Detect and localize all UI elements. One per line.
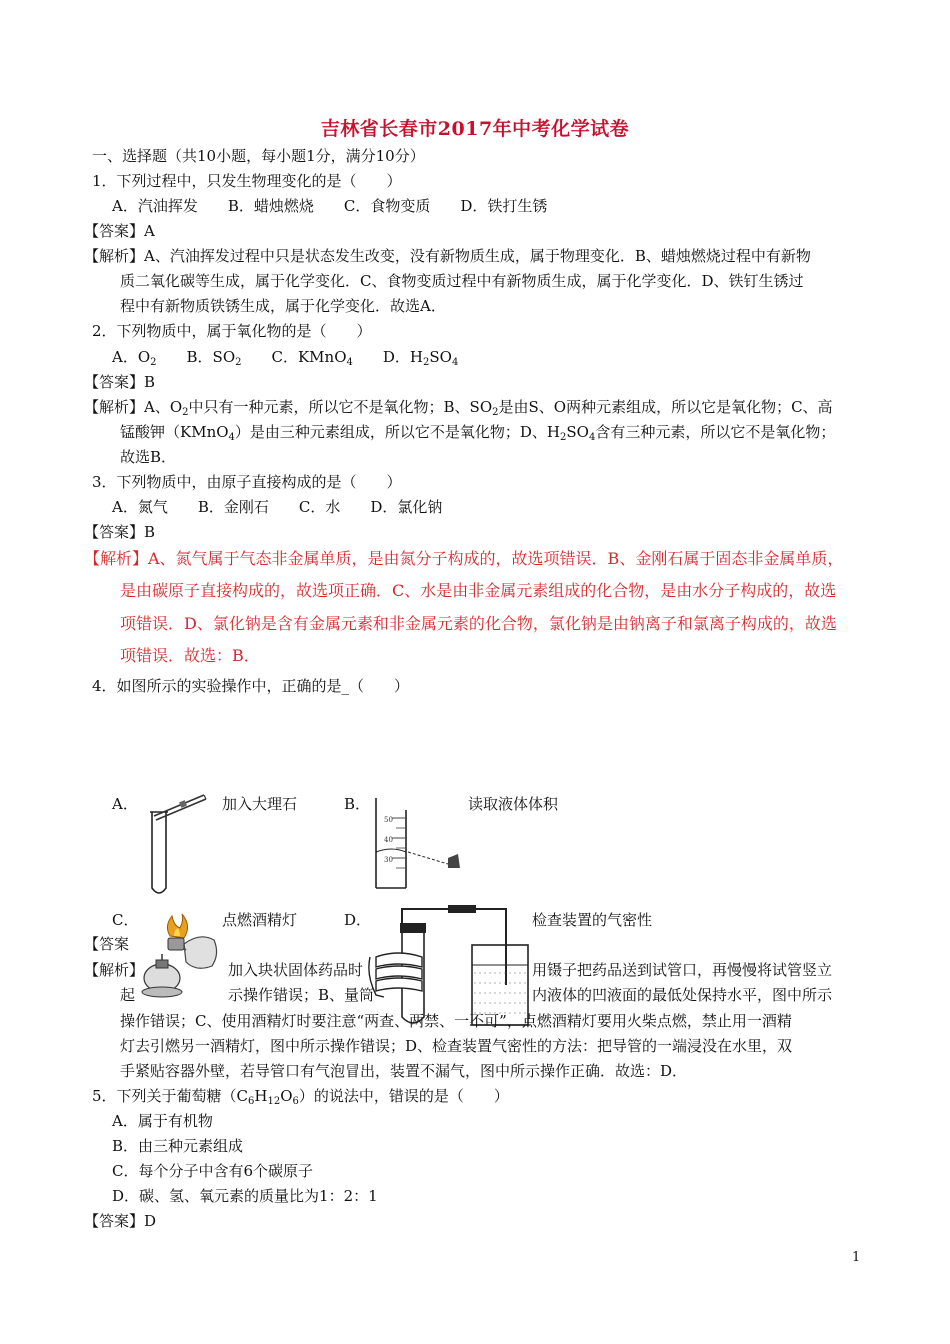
fig-b-letter: B． — [344, 795, 371, 813]
q2-options: A．$O_2$ B．$SO_2$ C．KMnO$_4$ D．$H_2SO_4$ — [112, 348, 459, 368]
alcohol-lamp-illustration — [140, 910, 222, 1002]
fig-a-letter: A． — [112, 795, 138, 813]
q5-option-d: D．碳、氢、氧元素的质量比为1：2：1 — [112, 1187, 378, 1205]
q4-analysis-line-2b: 示操作错误；B、量筒 — [228, 986, 375, 1004]
q1-analysis-line-2: 质二氧化碳等生成，属于化学变化．C、食物变质过程中有新物质生成，属于化学变化．D、铁钉生锈过 — [120, 272, 804, 290]
q1-analysis-line-3: 程中有新物质铁锈生成，属于化学变化．故选A． — [120, 297, 446, 315]
page-title: 吉林省长春市2017年中考化学试卷 — [320, 118, 630, 140]
graduated-cylinder-illustration — [362, 796, 472, 896]
q2-answer: 【答案】B — [84, 373, 156, 391]
q5-option-a: A．属于有机物 — [112, 1112, 213, 1130]
q5-stem: 5．下列关于葡萄糖$(C_6H_{12}O_6)$的说法中，错误的是（ ） — [92, 1087, 509, 1107]
q3-options: A．氮气 B．金刚石 C．水 D．氯化钠 — [112, 498, 443, 516]
q1-options: A．汽油挥发 B．蜡烛燃烧 C．食物变质 D．铁打生锈 — [112, 197, 548, 215]
q1-analysis-line-1: 【解析】A、汽油挥发过程中只是状态发生改变，没有新物质生成，属于物理变化．B、蜡烛燃烧过程中有新物 — [84, 247, 811, 265]
test-tube-tongs-illustration — [142, 790, 217, 900]
q1-stem: 1．下列过程中，只发生物理变化的是（ ） — [92, 172, 402, 190]
q4-analysis-line-3: 操作错误；C、使用酒精灯时要注意“两查、两禁、一不可”，点燃酒精灯要用火柴点燃，禁止用一酒精 — [120, 1012, 792, 1030]
page-number: 1 — [852, 1250, 861, 1265]
q5-option-b: B．由三种元素组成 — [112, 1137, 244, 1155]
q2-stem: 2．下列物质中，属于氧化物的是（ ） — [92, 322, 372, 340]
q4-analysis-line-1a: 【解析】 — [84, 961, 145, 979]
q2-analysis-line-3: 故选B． — [120, 448, 177, 466]
fig-a-caption: 加入大理石 — [222, 795, 298, 813]
q2-analysis-line-2: 锰酸钾（KMnO$_4$）是由三种元素组成，所以它不是氧化物；D、$H_2SO_4$含有三种元素，所以它不是氧化物； — [120, 423, 836, 443]
q3-stem: 3．下列物质中，由原子直接构成的是（ ） — [92, 473, 402, 491]
fig-c-letter: C． — [112, 911, 139, 929]
q1-answer: 【答案】A — [84, 222, 155, 240]
q3-analysis-line-3: 项错误．D、氯化钠是含有金属元素和非金属元素的化合物，氯化钠是由钠离子和氯离子构成的，故选 — [120, 614, 837, 633]
q5-option-c: C．每个分子中含有6个碳原子 — [112, 1162, 314, 1180]
scale-label-30: 30 — [384, 856, 393, 864]
scale-label-50: 50 — [384, 816, 393, 824]
q4-analysis-line-2a: 起 — [120, 986, 136, 1004]
q2-analysis-line-1: 【解析】A、$O_2$中只有一种元素，所以它不是氧化物；B、$SO_2$是由S、O两种元素组成，所以它是氧化物；C、高 — [84, 398, 833, 418]
q3-analysis-line-2: 是由碳原子直接构成的，故选项正确．C、水是由非金属元素组成的化合物，是由水分子构成的，故选 — [120, 581, 837, 600]
q4-analysis-line-5: 手紧贴容器外壁，若导管口有气泡冒出，装置不漏气，图中所示操作正确．故选：D． — [120, 1062, 688, 1080]
q4-analysis-line-1b: 加入块状固体药品时 — [228, 961, 364, 979]
q4-analysis-line-2c: 内液体的凹液面的最低处保持水平，图中所示 — [532, 986, 833, 1004]
q3-analysis-line-4: 项错误．故选：B． — [120, 646, 260, 665]
q5-answer: 【答案】D — [84, 1212, 157, 1230]
q3-analysis-line-1: 【解析】A、氮气属于气态非金属单质，是由氮分子构成的，故选项错误．B、金刚石属于固态非金属单质， — [84, 549, 844, 568]
fig-d-letter: D． — [344, 911, 372, 929]
q3-answer: 【答案】B — [84, 523, 156, 541]
fig-d-caption: 检查装置的气密性 — [532, 911, 653, 929]
section-heading: 一、选择题（共10小题，每小题1分，满分10分） — [92, 147, 425, 165]
scale-label-40: 40 — [384, 836, 393, 844]
q4-analysis-line-1c: 用镊子把药品送到试管口，再慢慢将试管竖立 — [532, 961, 833, 979]
fig-c-caption: 点燃酒精灯 — [222, 911, 298, 929]
q4-answer: 【答案 — [84, 935, 130, 953]
q4-stem: 4．如图所示的实验操作中，正确的是_（ ） — [92, 677, 410, 695]
q4-analysis-line-4: 灯去引燃另一酒精灯，图中所示操作错误；D、检查装置气密性的方法：把导管的一端浸没在水里，双 — [120, 1037, 793, 1055]
fig-b-caption: 读取液体体积 — [468, 795, 559, 813]
